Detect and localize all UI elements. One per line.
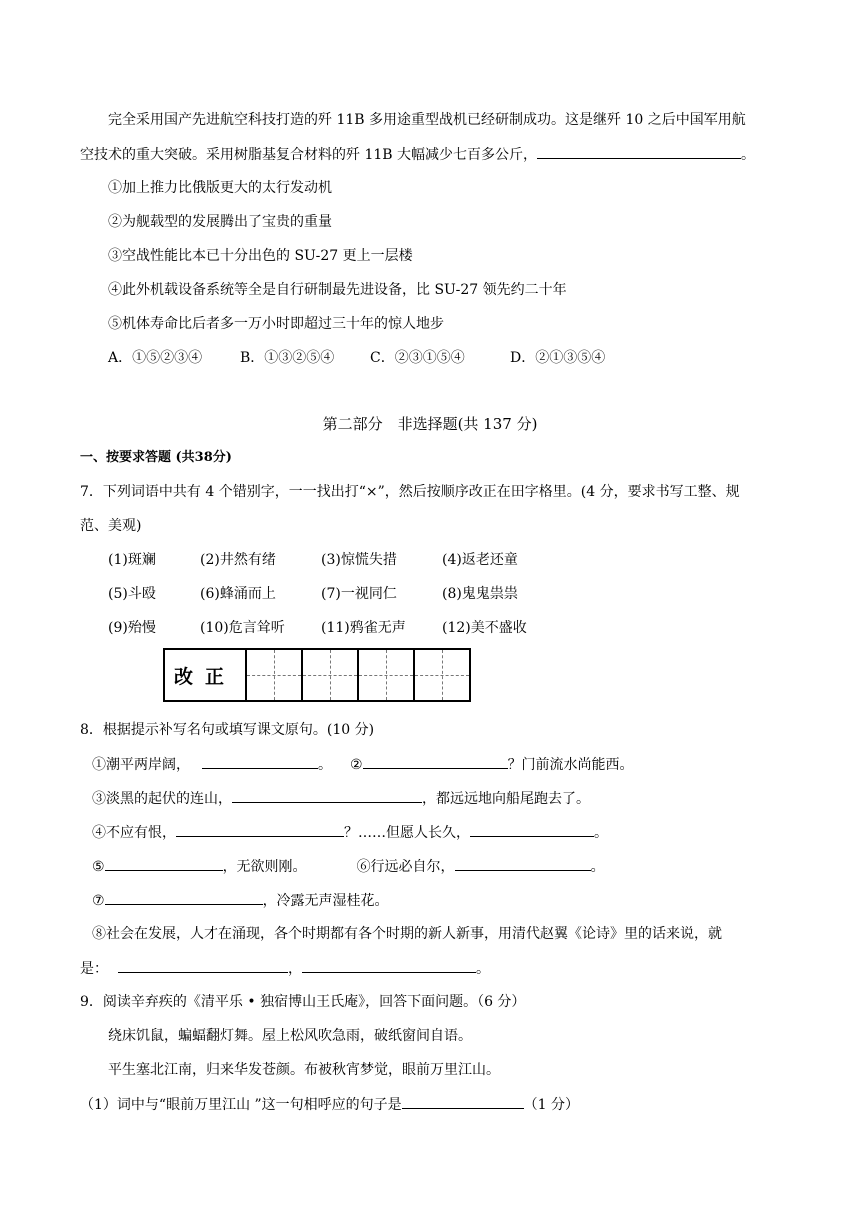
q8-text: ⑦: [92, 893, 105, 909]
q9-text: （1）词中与“眼前万里江山 ”这一句相呼应的句子是: [80, 1097, 402, 1113]
q7-word: (7)一视同仁: [321, 586, 397, 602]
tianzi-cell-3[interactable]: [359, 650, 415, 700]
q7-word: (8)鬼鬼祟祟: [442, 586, 518, 602]
tianzi-cell-4[interactable]: [415, 650, 469, 700]
q8-text: 。: [318, 757, 332, 773]
q9-text: （1 分）: [523, 1097, 580, 1113]
q6-item-2: ②为舰载型的发展腾出了宝贵的重量: [108, 214, 332, 230]
q8-text: 是：: [80, 961, 108, 977]
fill-blank[interactable]: [232, 788, 422, 803]
q6-item-4: ④此外机载设备系统等全是自行研制最先进设备，比 SU-27 领先约二十年: [108, 282, 567, 298]
q6-paragraph-end: 。: [741, 147, 756, 163]
fill-blank[interactable]: [105, 890, 263, 905]
q8-text: 。: [590, 859, 605, 875]
q7-word: (9)殆慢: [108, 620, 156, 636]
q7-word: (11)鸦雀无声: [321, 620, 406, 636]
q7-word: (12)美不盛收: [442, 620, 527, 636]
q8-text: 。: [594, 825, 608, 841]
q6-paragraph-line1: 完全采用国产先进航空科技打造的歼 11B 多用途重型战机已经研制成功。这是继歼 10 之后中国军用航: [108, 112, 746, 128]
q8-line5: [92, 890, 389, 911]
q8-text: ，都远远地向船尾跑去了。: [422, 791, 590, 807]
fill-blank[interactable]: [118, 958, 288, 973]
correction-grid-label: 改正: [165, 650, 247, 700]
correction-grid: [163, 648, 471, 702]
q6-option-c[interactable]: C．②③①⑤④: [370, 350, 465, 366]
q8-text: 。: [476, 961, 490, 977]
q7-stem-line2: 范、美观): [80, 518, 142, 534]
fill-blank[interactable]: [176, 822, 344, 837]
q8-text: ⑤: [92, 859, 105, 875]
q7-word: (10)危言耸听: [200, 620, 285, 636]
fill-blank[interactable]: [455, 856, 591, 871]
fill-blank[interactable]: [302, 958, 476, 973]
q7-word: (4)返老还童: [442, 552, 518, 568]
q7-stem-line1: 7．下列词语中共有 4 个错别字，一一找出打“×”，然后按顺序改正在田字格里。(4 分，要求书写工整、规: [80, 484, 740, 500]
q9-poem-line2: 平生塞北江南，归来华发苍颜。布被秋宵梦觉，眼前万里江山。: [108, 1062, 500, 1078]
q8-line6: ⑧社会在发展，人才在涌现，各个时期都有各个时期的新人新事，用清代赵翼《论诗》里的话来说，就: [92, 926, 722, 942]
section1-title: 一、按要求答题 (共38分): [80, 450, 232, 465]
q6-answer-blank[interactable]: [537, 144, 741, 159]
q6-option-b[interactable]: B．①③②⑤④: [240, 350, 335, 366]
q6-item-1: ①加上推力比俄版更大的太行发动机: [108, 180, 332, 196]
q8-text: ⑥行远必自尔，: [356, 859, 455, 875]
q8-line4: [92, 856, 605, 877]
q8-text: ，无欲则刚。: [222, 859, 307, 875]
q9-stem: 9．阅读辛弃疾的《清平乐 • 独宿博山王氏庵》，回答下面问题。（6 分）: [80, 994, 526, 1010]
q8-text: ①潮平两岸阔，: [92, 757, 190, 773]
fill-blank[interactable]: [363, 754, 508, 769]
q7-word: (3)惊慌失措: [321, 552, 397, 568]
q6-option-d[interactable]: D．②①③⑤④: [510, 350, 606, 366]
q7-word: (1)斑斓: [108, 552, 156, 568]
q6-paragraph-line2: [80, 144, 755, 165]
q8-text: ④不应有恨，: [92, 825, 176, 841]
q6-item-3: ③空战性能比本已十分出色的 SU-27 更上一层楼: [108, 248, 413, 264]
q7-word: (6)蜂涌而上: [200, 586, 276, 602]
fill-blank[interactable]: [202, 754, 318, 769]
q8-text: ③淡黑的起伏的连山，: [92, 791, 232, 807]
tianzi-cell-2[interactable]: [303, 650, 359, 700]
q8-line3: [92, 822, 608, 843]
tianzi-cell-1[interactable]: [247, 650, 303, 700]
q7-word: (5)斗殴: [108, 586, 156, 602]
part2-title: 第二部分 非选择题(共 137 分): [322, 415, 538, 433]
q8-stem: 8．根据提示补写名句或填写课文原句。(10 分): [80, 722, 375, 738]
q6-item-5: ⑤机体寿命比后者多一万小时即超过三十年的惊人地步: [108, 316, 444, 332]
q8-text: ，: [288, 961, 302, 977]
fill-blank[interactable]: [105, 856, 223, 871]
q8-text: ，冷露无声湿桂花。: [262, 893, 389, 909]
q8-text: ？……但愿人长久，: [344, 825, 470, 841]
fill-blank[interactable]: [402, 1094, 524, 1109]
q6-option-a[interactable]: A．①⑤②③④: [108, 350, 203, 366]
q9-poem-line1: 绕床饥鼠，蝙蝠翻灯舞。屋上松风吹急雨，破纸窗间自语。: [108, 1028, 472, 1044]
q7-word: (2)井然有绪: [200, 552, 276, 568]
q8-text: ②: [350, 757, 363, 773]
q8-line1: [92, 754, 634, 775]
q6-paragraph-text: 空技术的重大突破。采用树脂基复合材料的歼 11B 大幅减少七百多公斤，: [80, 147, 538, 163]
q8-text: ？门前流水尚能西。: [507, 757, 634, 773]
q8-line7: [80, 958, 490, 979]
q8-line2: [92, 788, 590, 809]
q9-sub1: [80, 1094, 579, 1115]
fill-blank[interactable]: [470, 822, 594, 837]
